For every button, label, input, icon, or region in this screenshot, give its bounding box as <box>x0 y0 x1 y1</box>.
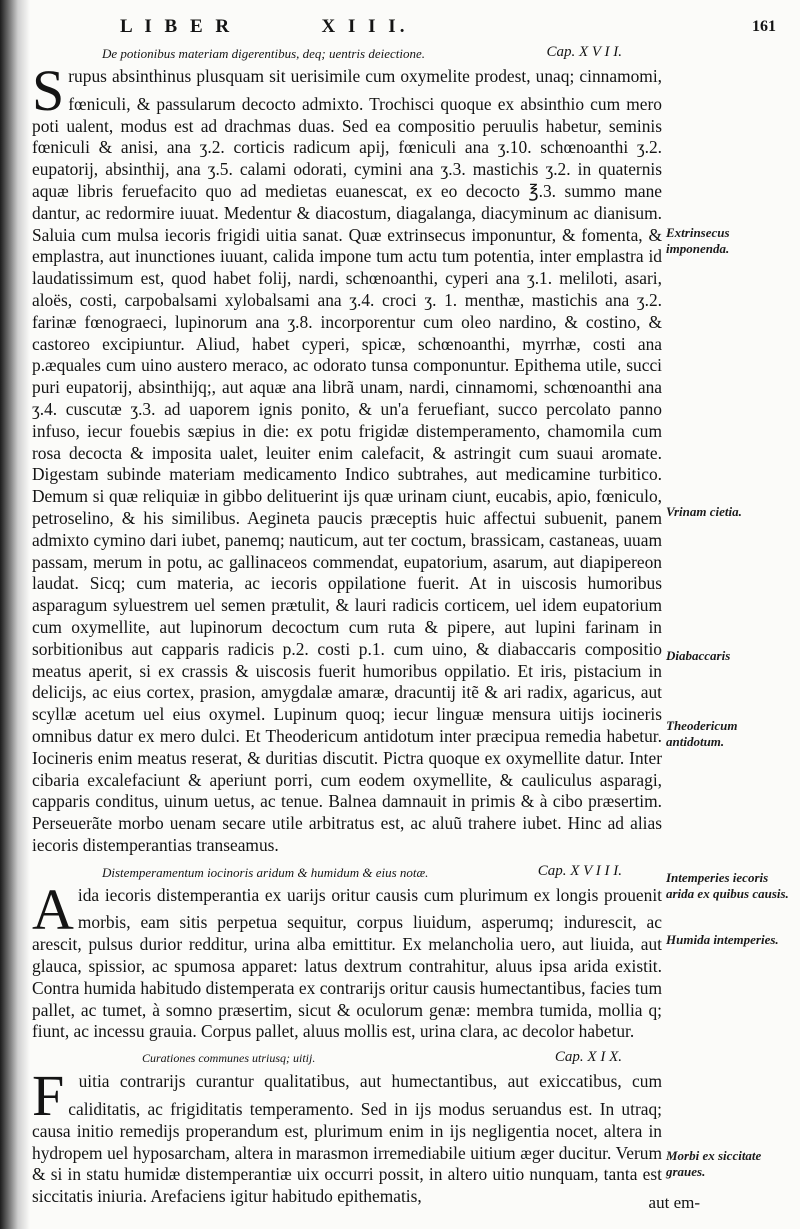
chapter-title: Distemperamentum iocinoris aridum & humidum & eius notæ. <box>102 864 429 880</box>
chapter-number: Cap. X V I I. <box>546 44 622 60</box>
running-head-left: L I B E R <box>120 16 234 37</box>
margin-note: Diabaccaris <box>666 648 731 663</box>
folio-number: 161 <box>752 18 776 35</box>
margin-note: Intemperies iecoris arida ex quibus causis. <box>666 870 789 901</box>
bleed-through-text <box>666 88 786 103</box>
margin-note: Morbi ex siccitate graues. <box>666 1148 762 1179</box>
chapter-heading-19 <box>32 1049 662 1069</box>
chapter-title: Curationes communes utriusq; uitij. <box>142 1051 316 1066</box>
catchword: aut em- <box>648 1193 700 1212</box>
chapter-heading-17 <box>32 44 662 64</box>
margin-note: Vrinam cietia. <box>666 504 742 519</box>
chapter-body-17 <box>32 58 662 857</box>
chapter-body-19 <box>32 1063 662 1208</box>
page-gutter-shadow <box>0 0 30 1229</box>
main-text-column <box>32 44 662 1214</box>
margin-note: Theodericum antidotum. <box>666 718 738 749</box>
drop-capital: S <box>32 58 65 123</box>
drop-capital: A <box>32 876 74 942</box>
running-head <box>60 16 660 42</box>
chapter-heading-18 <box>32 863 662 883</box>
running-head-center: X I I I. <box>321 16 409 37</box>
paragraph-text: Yrupus absinthinus plusquam sit uerisimile cum oxymelite prodest, unaq; cinnamomi, fœniculi, & passularum decocto admixto. Trochisci quoque ex absinthio cum mero poti ualent, modus est ad drachmas duas. Sed ea compositio peruulis habetur, seminis fœniculi & anisi, ana ʒ.2. corticis radicum apij, fœniculi ana ʒ.10. schœnoanthi ʒ.2. eupatorij, absinthij, ana ʒ.5. calami odorati, cymini ana ʒ.3. mastichis ʒ.2. in quaternis aquæ libris feruefacito quo ad medietas euanescat, ex eo decocto ℥.3. summo mane dantur, ac redormire iuuat. Medentur & diacostum, diagalanga, diacyminum ac dianisum. Saluia cum mulsa iecoris frigidi uitia sanat. Quæ extrinsecus imponuntur, & fomenta, & emplastra, aut inunctiones iuuant, calida impone tum actu tum potentia, inter emplastra id laudatissimum est, quod habet folij, nardi, schœnoanthi, cyperi ana ʒ.1. meliloti, asari, aloës, costi, carpobalsami xylobalsami ana ʒ.4. croci ʒ. 1. menthæ, mastichis ana ʒ.2. farinæ fœnograeci, lupinorum ana ʒ.8. incorporentur cum oleo nardino, & costino, & castoreo excipiuntur. Aliud, habet cyperi, spicæ, schœnoanthi, myrrhæ, costi ana p.æquales cum uino austero meraco, ac odorato tunsa componuntur. Epithema utile, succi puri eupatorij, absinthijq;, aut aquæ ana librã unam, nardi, cinnamomi, schœnoanthi ana ʒ.4. cuscutæ ʒ.3. ad uaporem ignis ponito, & un'a feruefiant, succo percolato panno infuso, iecur fouebis sæpius in die: ex potu frigidæ distemperamento, chamomila cum rosa decocta & imposita ualet, leuiter enim calefacit, & astringit cum suaui aromate. Digestam subinde materiam medicamento Indico subtrahes, aut medicamine turbitico. Demum si quæ reliquiæ in gibbo delituerint ijs quæ urinam ciunt, eucabis, apio, fœniculo, petroselino, & his similibus. Aegineta paucis præceptis huic affectui subuenit, panem admixto cymino dari iubet, panemq; nauticum, aut ter coctum, brassicam, castaneas, uuam passam, merum in potu, ac gallinaceos commendat, eupatorium, asarum, aut diapipereon laudat. Sicq; cum materia, ac iecoris oppilatione fuerit. At in uiscosis humoribus asparagum syluestrem uel semen prætulit, & lauri radicis corticem, uel idem eupatorium cum oxymellite, aut lupinorum decoctum cum ruta & pipere, aut lupini farinam in sorbitionibus aut capparis radicis p.2. costi p.1. cum uino, & diabaccaris compositio meatus aperit, si ex crassis & uiscosis fuerit humoribus oppilatio. Et iris, pistacium in delicijs, ac eius cortex, prasion, amygdalæ amaræ, dracuntij itẽ & ari radix, agaricus, aut scyllæ acetum uel eius oxymel. Lupinum quoq; iecur linguæ mensura uitijs iocineris omnibus datur ex mero dulci. Et Theodericum antidotum inter præcipua remedia habetur. Iocineris enim meatus reserat, & duritias discutit. Pictra quoque ex oxymellite datur. Inter cibaria excalefaciunt & aperiunt porri, cum eodem oxymellite, & cauliculus asparagi, capparis conditus, uinum uetus, ac tenue. Balnea damnauit in primis & à cibo præsertim. Perseuerãte morbo uenam secare utile arbitratus est, ac aluũ trahere iubet. Hinc ad alias iecoris distemperantias transeamus. <box>32 66 662 855</box>
paragraph-text: uitia contrarijs curantur qualitatibus, aut humectantibus, aut exiccatibus, cum caliditatis, ac frigiditatis temperamento. Sed in ijs modus seruandus est. In utraq; causa initio remedijs properandum est, plurimum enim in ijs negligentia nocet, altera in hydropem uel hyposarcham, altera in marasmon irremediabile uitium æger ducitur. Verum & si in statu humidæ distemperantiæ uix occurri possit, in altero uitio nunquam, tanta est siccitatis iniuria. Arefaciens igitur habitudo epithematis, <box>32 1071 662 1207</box>
chapter-number: Cap. X I X. <box>554 1049 622 1066</box>
chapter-number: Cap. X V I I I. <box>537 862 622 879</box>
paragraph-text: Rida iecoris distemperantia ex uarijs oritur causis cum plurimum ex longis prouenit morbis, eam sitis perpetua sequitur, corpus liuidum, asperumq; indurescit, ac arescit, pulsus durior redditur, urina alba emittitur. Ex melancholia uero, aut liuida, aut glauca, spissior, ac spumosa apparet: latus dextrum contrahitur, aluus ipsa arida existit. Contra humida habitudo distemperata ex contrarijs oritur causis humectantibus, facies tum pallet, ac tumet, à somno præsertim, sicut & oculorum genæ: membra tumida, mollia q; fiunt, ac incessu grauia. Corpus pallet, aluus mollis est, urina clara, ac decolor habetur. <box>32 884 662 1042</box>
drop-capital: F <box>32 1063 65 1129</box>
margin-note: Humida intemperies. <box>666 932 779 947</box>
chapter-title: De potionibus materiam digerentibus, deq; uentris deiectione. <box>102 46 426 61</box>
chapter-body-18 <box>32 876 662 1044</box>
margin-note: Extrinsecus imponenda. <box>666 225 730 256</box>
